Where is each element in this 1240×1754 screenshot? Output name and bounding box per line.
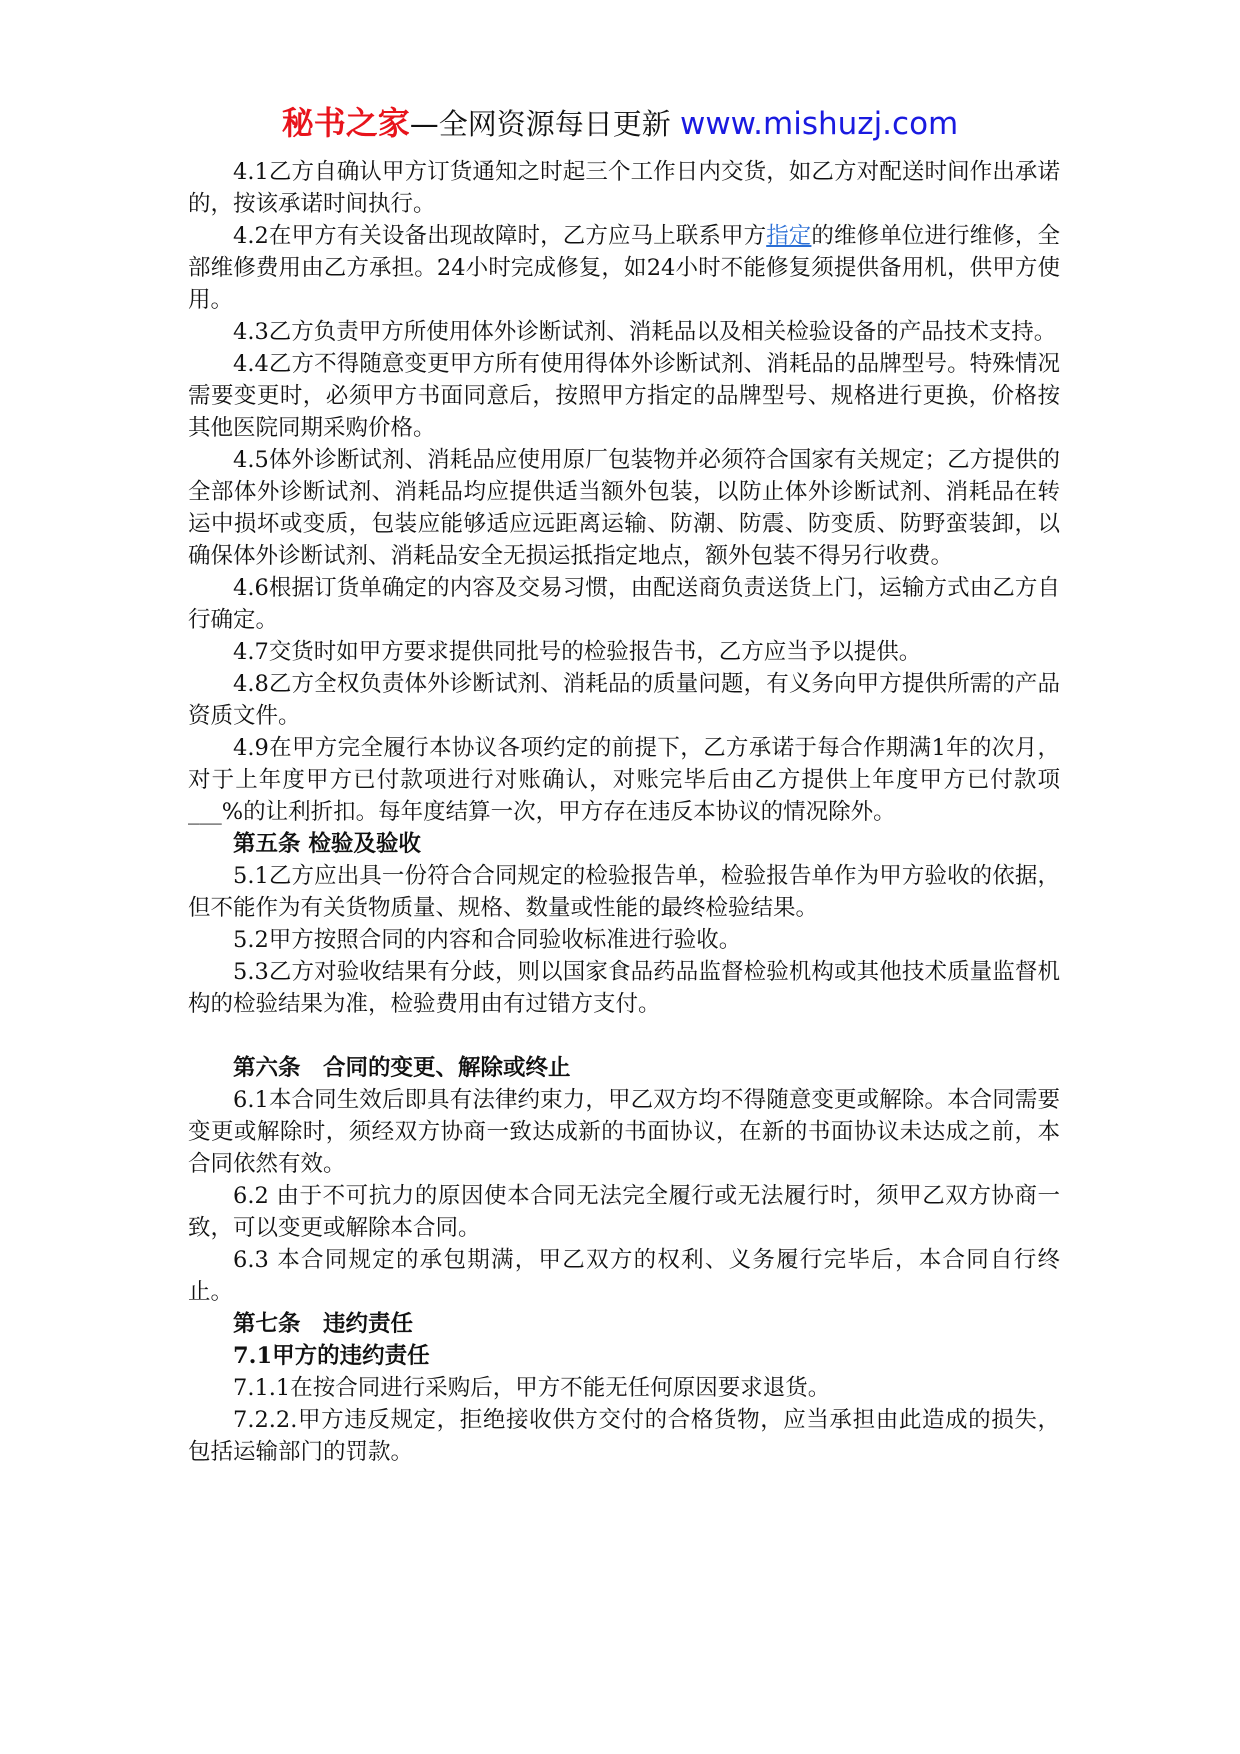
- clause-4-5: 4.5体外诊断试剂、消耗品应使用原厂包装物并必须符合国家有关规定；乙方提供的全部体外诊断试剂、消耗品均应提供适当额外包装，以防止体外诊断试剂、消耗品在转运中损坏或变质，包装应能够适应远距离运输、防潮、防震、防变质、防野蛮装卸，以确保体外诊断试剂、消耗品安全无损运抵指定地点，额外包装不得另行收费。: [188, 447, 1060, 569]
- site-url-link[interactable]: www.mishuzj.com: [679, 106, 959, 142]
- clause-4-6: 4.6根据订货单确定的内容及交易习惯，由配送商负责送货上门，运输方式由乙方自行确定。: [188, 575, 1060, 633]
- clause-4-3: 4.3乙方负责甲方所使用体外诊断试剂、消耗品以及相关检验设备的产品技术支持。: [233, 319, 1057, 345]
- clause-6-1: 6.1本合同生效后即具有法律约束力，甲乙双方均不得随意变更或解除。本合同需要变更或解除时，须经双方协商一致达成新的书面协议，在新的书面协议未达成之前，本合同依然有效。: [188, 1087, 1060, 1177]
- site-brand: 秘书之家: [281, 104, 410, 142]
- section-7-1-heading: 7.1甲方的违约责任: [233, 1343, 430, 1369]
- designated-link[interactable]: 指定: [766, 223, 812, 249]
- contract-body: [188, 156, 1060, 1468]
- clause-6-2: 6.2 由于不可抗力的原因使本合同无法完全履行或无法履行时，须甲乙双方协商一致，可以变更或解除本合同。: [188, 1183, 1060, 1241]
- article-5-heading: 第五条 检验及验收: [233, 831, 421, 857]
- clause-4-8: 4.8乙方全权负责体外诊断试剂、消耗品的质量问题，有义务向甲方提供所需的产品资质文件。: [188, 671, 1060, 729]
- clause-6-3: 6.3 本合同规定的承包期满，甲乙双方的权利、义务履行完毕后，本合同自行终止。: [188, 1247, 1060, 1305]
- clause-4-1: 4.1乙方自确认甲方订货通知之时起三个工作日内交货，如乙方对配送时间作出承诺的，按该承诺时间执行。: [188, 159, 1060, 217]
- clause-4-2: [188, 220, 1060, 316]
- clause-7-1-1: 7.1.1在按合同进行采购后，甲方不能无任何原因要求退货。: [233, 1375, 831, 1401]
- clause-7-2-2: 7.2.2.甲方违反规定，拒绝接收供方交付的合格货物，应当承担由此造成的损失，包括运输部门的罚款。: [188, 1407, 1060, 1465]
- clause-5-3: 5.3乙方对验收结果有分歧，则以国家食品药品监督检验机构或其他技术质量监督机构的检验结果为准，检验费用由有过错方支付。: [188, 959, 1060, 1017]
- clause-4-2-text-before: 4.2在甲方有关设备出现故障时，乙方应马上联系甲方: [233, 223, 767, 249]
- article-6-heading: 第六条 合同的变更、解除或终止: [233, 1055, 571, 1081]
- clause-5-2: 5.2甲方按照合同的内容和合同验收标准进行验收。: [233, 927, 742, 953]
- clause-4-2-text-after: 的维修单位进行维修，全部维修费用由乙方承担。24小时完成修复，如24小时不能修复须提供备用机，供甲方使用。: [188, 223, 1060, 313]
- clause-4-9: 4.9在甲方完全履行本协议各项约定的前提下，乙方承诺于每合作期满1年的次月，对于上年度甲方已付款项进行对账确认，对账完毕后由乙方提供上年度甲方已付款项___%的让利折扣。每年度结算一次，甲方存在违反本协议的情况除外。: [188, 735, 1060, 825]
- article-7-heading: 第七条 违约责任: [233, 1311, 414, 1337]
- clause-4-4: 4.4乙方不得随意变更甲方所有使用得体外诊断试剂、消耗品的品牌型号。特殊情况需要变更时，必须甲方书面同意后，按照甲方指定的品牌型号、规格进行更换，价格按其他医院同期采购价格。: [188, 351, 1060, 441]
- clause-5-1: 5.1乙方应出具一份符合合同规定的检验报告单，检验报告单作为甲方验收的依据，但不能作为有关货物质量、规格、数量或性能的最终检验结果。: [188, 863, 1060, 921]
- clause-4-7: 4.7交货时如甲方要求提供同批号的检验报告书，乙方应当予以提供。: [233, 639, 922, 665]
- site-tagline: —全网资源每日更新: [409, 107, 680, 141]
- site-header: [0, 100, 1240, 152]
